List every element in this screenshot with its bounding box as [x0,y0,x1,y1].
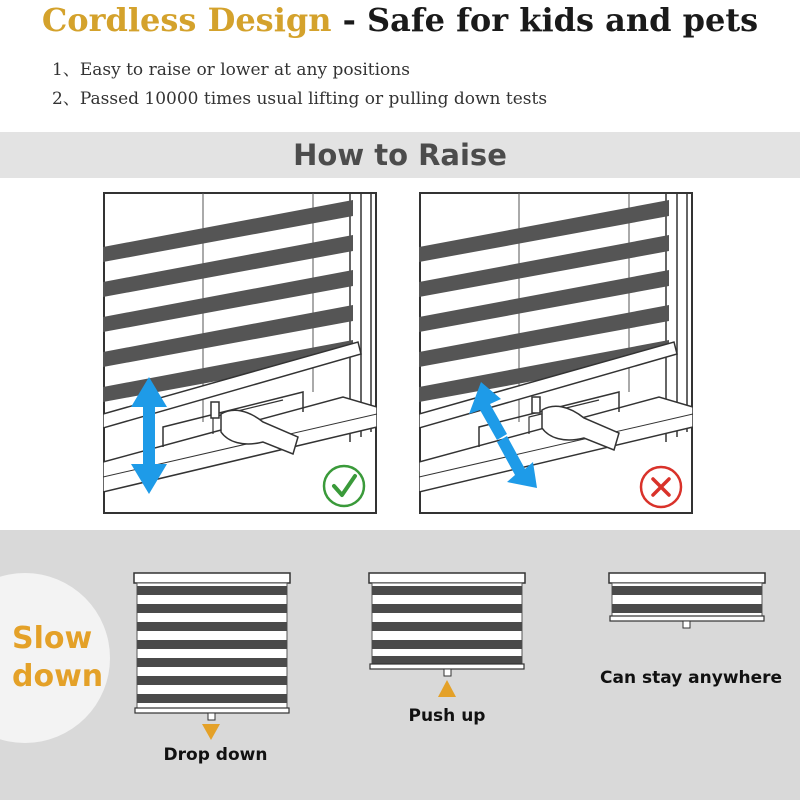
feature-1: 1、Easy to raise or lower at any positions [52,60,410,80]
cross-icon [641,467,681,507]
slow-down-label [12,620,107,696]
wrong-illustration [419,192,693,514]
blind-drop-down [133,572,291,744]
up-arrow-icon [438,680,456,697]
down-arrow-icon [202,724,220,740]
headline-rest: - Safe for kids and pets [331,1,759,39]
down-word: down [12,659,104,694]
blind-push-up [368,572,526,702]
feature-2: 2、Passed 10000 times usual lifting or pulling down tests [52,89,548,109]
headline-highlight: Cordless Design [41,1,332,39]
check-icon [324,466,364,506]
caption-drop-down: Drop down [163,745,268,765]
section-title: How to Raise [293,138,507,172]
caption-stay: Can stay anywhere [600,668,783,688]
slow-word: Slow [12,621,93,656]
headline [0,0,800,40]
correct-illustration [103,192,377,514]
blind-stay [608,572,766,634]
caption-push-up: Push up [408,706,486,726]
